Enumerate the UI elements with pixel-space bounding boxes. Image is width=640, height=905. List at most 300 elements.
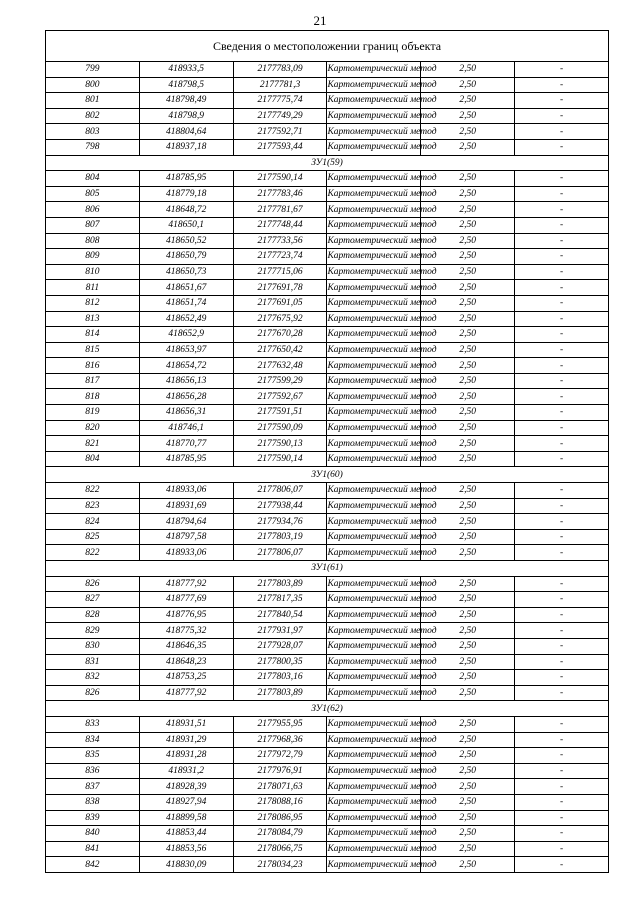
note-cell: - (515, 779, 609, 795)
x-coordinate-cell: 418804,64 (139, 124, 233, 140)
y-coordinate-cell: 2178034,23 (233, 857, 327, 873)
section-label: ЗУ1(59) (46, 155, 609, 171)
note-cell: - (515, 405, 609, 421)
method-cell: Картометрический метод (327, 810, 421, 826)
accuracy-cell: 2,50 (421, 93, 515, 109)
method-cell: Картометрический метод (327, 779, 421, 795)
accuracy-cell: 2,50 (421, 311, 515, 327)
y-coordinate-cell: 2177591,51 (233, 405, 327, 421)
point-number-cell: 819 (46, 405, 140, 421)
method-cell: Картометрический метод (327, 794, 421, 810)
point-number-cell: 800 (46, 77, 140, 93)
method-cell: Картометрический метод (327, 264, 421, 280)
table-row (46, 342, 609, 358)
x-coordinate-cell: 418656,28 (139, 389, 233, 405)
table-row (46, 295, 609, 311)
table-row (46, 451, 609, 467)
point-number-cell: 826 (46, 685, 140, 701)
y-coordinate-cell: 2178088,16 (233, 794, 327, 810)
x-coordinate-cell: 418798,5 (139, 77, 233, 93)
accuracy-cell: 2,50 (421, 389, 515, 405)
table-row (46, 420, 609, 436)
y-coordinate-cell: 2177592,71 (233, 124, 327, 140)
y-coordinate-cell: 2177748,44 (233, 217, 327, 233)
x-coordinate-cell: 418798,49 (139, 93, 233, 109)
accuracy-cell: 2,50 (421, 186, 515, 202)
y-coordinate-cell: 2177934,76 (233, 514, 327, 530)
table-row (46, 93, 609, 109)
note-cell: - (515, 373, 609, 389)
x-coordinate-cell: 418646,35 (139, 638, 233, 654)
note-cell: - (515, 217, 609, 233)
accuracy-cell: 2,50 (421, 654, 515, 670)
point-number-cell: 818 (46, 389, 140, 405)
accuracy-cell: 2,50 (421, 545, 515, 561)
method-cell: Картометрический метод (327, 358, 421, 374)
accuracy-cell: 2,50 (421, 373, 515, 389)
x-coordinate-cell: 418931,28 (139, 748, 233, 764)
y-coordinate-cell: 2177593,44 (233, 139, 327, 155)
accuracy-cell: 2,50 (421, 857, 515, 873)
point-number-cell: 799 (46, 62, 140, 78)
table-row (46, 124, 609, 140)
x-coordinate-cell: 418798,9 (139, 108, 233, 124)
x-coordinate-cell: 418937,18 (139, 139, 233, 155)
method-cell: Картометрический метод (327, 342, 421, 358)
point-number-cell: 814 (46, 327, 140, 343)
table-row (46, 607, 609, 623)
y-coordinate-cell: 2177803,19 (233, 529, 327, 545)
table-row (46, 217, 609, 233)
note-cell: - (515, 529, 609, 545)
x-coordinate-cell: 418656,13 (139, 373, 233, 389)
accuracy-cell: 2,50 (421, 108, 515, 124)
x-coordinate-cell: 418653,97 (139, 342, 233, 358)
method-cell: Картометрический метод (327, 171, 421, 187)
method-cell: Картометрический метод (327, 249, 421, 265)
x-coordinate-cell: 418933,06 (139, 545, 233, 561)
x-coordinate-cell: 418648,72 (139, 202, 233, 218)
accuracy-cell: 2,50 (421, 623, 515, 639)
x-coordinate-cell: 418777,69 (139, 592, 233, 608)
method-cell: Картометрический метод (327, 436, 421, 452)
table-row (46, 514, 609, 530)
method-cell: Картометрический метод (327, 763, 421, 779)
point-number-cell: 815 (46, 342, 140, 358)
y-coordinate-cell: 2177806,07 (233, 545, 327, 561)
y-coordinate-cell: 2177806,07 (233, 483, 327, 499)
x-coordinate-cell: 418648,23 (139, 654, 233, 670)
accuracy-cell: 2,50 (421, 280, 515, 296)
x-coordinate-cell: 418927,94 (139, 794, 233, 810)
method-cell: Картометрический метод (327, 77, 421, 93)
section-label: ЗУ1(60) (46, 467, 609, 483)
note-cell: - (515, 841, 609, 857)
point-number-cell: 831 (46, 654, 140, 670)
table-row (46, 358, 609, 374)
method-cell: Картометрический метод (327, 420, 421, 436)
y-coordinate-cell: 2177670,28 (233, 327, 327, 343)
note-cell: - (515, 638, 609, 654)
point-number-cell: 801 (46, 93, 140, 109)
accuracy-cell: 2,50 (421, 405, 515, 421)
table-row (46, 716, 609, 732)
method-cell: Картометрический метод (327, 826, 421, 842)
x-coordinate-cell: 418931,2 (139, 763, 233, 779)
x-coordinate-cell: 418928,39 (139, 779, 233, 795)
x-coordinate-cell: 418933,06 (139, 483, 233, 499)
accuracy-cell: 2,50 (421, 810, 515, 826)
method-cell: Картометрический метод (327, 841, 421, 857)
table-row (46, 327, 609, 343)
table-row (46, 77, 609, 93)
x-coordinate-cell: 418656,31 (139, 405, 233, 421)
accuracy-cell: 2,50 (421, 514, 515, 530)
x-coordinate-cell: 418777,92 (139, 576, 233, 592)
method-cell: Картометрический метод (327, 295, 421, 311)
table-title: Сведения о местоположении границ объекта (46, 31, 609, 62)
x-coordinate-cell: 418651,67 (139, 280, 233, 296)
note-cell: - (515, 451, 609, 467)
x-coordinate-cell: 418652,9 (139, 327, 233, 343)
method-cell: Картометрический метод (327, 233, 421, 249)
table-row (46, 311, 609, 327)
y-coordinate-cell: 2177968,36 (233, 732, 327, 748)
y-coordinate-cell: 2178066,75 (233, 841, 327, 857)
note-cell: - (515, 186, 609, 202)
note-cell: - (515, 483, 609, 499)
table-row (46, 592, 609, 608)
point-number-cell: 821 (46, 436, 140, 452)
accuracy-cell: 2,50 (421, 327, 515, 343)
y-coordinate-cell: 2177590,13 (233, 436, 327, 452)
table-row (46, 841, 609, 857)
y-coordinate-cell: 2177955,95 (233, 716, 327, 732)
x-coordinate-cell: 418650,52 (139, 233, 233, 249)
note-cell: - (515, 327, 609, 343)
y-coordinate-cell: 2178071,63 (233, 779, 327, 795)
y-coordinate-cell: 2177817,35 (233, 592, 327, 608)
accuracy-cell: 2,50 (421, 763, 515, 779)
x-coordinate-cell: 418746,1 (139, 420, 233, 436)
y-coordinate-cell: 2177675,92 (233, 311, 327, 327)
accuracy-cell: 2,50 (421, 264, 515, 280)
table-title-row (46, 31, 609, 62)
note-cell: - (515, 108, 609, 124)
method-cell: Картометрический метод (327, 217, 421, 233)
x-coordinate-cell: 418776,95 (139, 607, 233, 623)
point-number-cell: 836 (46, 763, 140, 779)
point-number-cell: 798 (46, 139, 140, 155)
accuracy-cell: 2,50 (421, 716, 515, 732)
x-coordinate-cell: 418770,77 (139, 436, 233, 452)
accuracy-cell: 2,50 (421, 748, 515, 764)
method-cell: Картометрический метод (327, 748, 421, 764)
x-coordinate-cell: 418899,58 (139, 810, 233, 826)
table-row (46, 186, 609, 202)
table-row (46, 62, 609, 78)
note-cell: - (515, 93, 609, 109)
x-coordinate-cell: 418779,18 (139, 186, 233, 202)
method-cell: Картометрический метод (327, 139, 421, 155)
note-cell: - (515, 748, 609, 764)
section-row (46, 467, 609, 483)
table-row (46, 483, 609, 499)
y-coordinate-cell: 2177749,29 (233, 108, 327, 124)
x-coordinate-cell: 418650,79 (139, 249, 233, 265)
section-row (46, 561, 609, 577)
method-cell: Картометрический метод (327, 685, 421, 701)
method-cell: Картометрический метод (327, 670, 421, 686)
x-coordinate-cell: 418652,49 (139, 311, 233, 327)
x-coordinate-cell: 418775,32 (139, 623, 233, 639)
x-coordinate-cell: 418785,95 (139, 451, 233, 467)
method-cell: Картометрический метод (327, 451, 421, 467)
method-cell: Картометрический метод (327, 311, 421, 327)
note-cell: - (515, 311, 609, 327)
y-coordinate-cell: 2177803,16 (233, 670, 327, 686)
y-coordinate-cell: 2177733,56 (233, 233, 327, 249)
note-cell: - (515, 654, 609, 670)
y-coordinate-cell: 2178086,95 (233, 810, 327, 826)
method-cell: Картометрический метод (327, 483, 421, 499)
method-cell: Картометрический метод (327, 202, 421, 218)
note-cell: - (515, 794, 609, 810)
table-row (46, 202, 609, 218)
table-row (46, 857, 609, 873)
note-cell: - (515, 124, 609, 140)
table-row (46, 545, 609, 561)
point-number-cell: 828 (46, 607, 140, 623)
y-coordinate-cell: 2177781,67 (233, 202, 327, 218)
table-row (46, 373, 609, 389)
note-cell: - (515, 342, 609, 358)
accuracy-cell: 2,50 (421, 638, 515, 654)
point-number-cell: 834 (46, 732, 140, 748)
point-number-cell: 804 (46, 451, 140, 467)
point-number-cell: 807 (46, 217, 140, 233)
accuracy-cell: 2,50 (421, 202, 515, 218)
point-number-cell: 809 (46, 249, 140, 265)
accuracy-cell: 2,50 (421, 794, 515, 810)
y-coordinate-cell: 2177599,29 (233, 373, 327, 389)
note-cell: - (515, 420, 609, 436)
y-coordinate-cell: 2177715,06 (233, 264, 327, 280)
y-coordinate-cell: 2177976,91 (233, 763, 327, 779)
note-cell: - (515, 358, 609, 374)
point-number-cell: 816 (46, 358, 140, 374)
method-cell: Картометрический метод (327, 857, 421, 873)
note-cell: - (515, 280, 609, 296)
note-cell: - (515, 171, 609, 187)
y-coordinate-cell: 2177783,09 (233, 62, 327, 78)
table-row (46, 264, 609, 280)
accuracy-cell: 2,50 (421, 779, 515, 795)
point-number-cell: 810 (46, 264, 140, 280)
point-number-cell: 830 (46, 638, 140, 654)
page-number: 21 (313, 13, 327, 28)
x-coordinate-cell: 418777,92 (139, 685, 233, 701)
accuracy-cell: 2,50 (421, 217, 515, 233)
table-row (46, 810, 609, 826)
x-coordinate-cell: 418933,5 (139, 62, 233, 78)
point-number-cell: 838 (46, 794, 140, 810)
x-coordinate-cell: 418654,72 (139, 358, 233, 374)
section-label: ЗУ1(62) (46, 701, 609, 717)
y-coordinate-cell: 2177590,14 (233, 171, 327, 187)
point-number-cell: 835 (46, 748, 140, 764)
y-coordinate-cell: 2177650,42 (233, 342, 327, 358)
y-coordinate-cell: 2177723,74 (233, 249, 327, 265)
method-cell: Картометрический метод (327, 93, 421, 109)
point-number-cell: 829 (46, 623, 140, 639)
point-number-cell: 826 (46, 576, 140, 592)
method-cell: Картометрический метод (327, 62, 421, 78)
table-row (46, 405, 609, 421)
table-row (46, 763, 609, 779)
table-row (46, 794, 609, 810)
method-cell: Картометрический метод (327, 592, 421, 608)
section-row (46, 155, 609, 171)
accuracy-cell: 2,50 (421, 358, 515, 374)
point-number-cell: 817 (46, 373, 140, 389)
method-cell: Картометрический метод (327, 623, 421, 639)
y-coordinate-cell: 2177781,3 (233, 77, 327, 93)
point-number-cell: 803 (46, 124, 140, 140)
method-cell: Картометрический метод (327, 389, 421, 405)
accuracy-cell: 2,50 (421, 420, 515, 436)
note-cell: - (515, 436, 609, 452)
point-number-cell: 842 (46, 857, 140, 873)
table-row (46, 638, 609, 654)
method-cell: Картометрический метод (327, 405, 421, 421)
accuracy-cell: 2,50 (421, 451, 515, 467)
table-row (46, 732, 609, 748)
point-number-cell: 804 (46, 171, 140, 187)
table-row (46, 670, 609, 686)
table-row (46, 280, 609, 296)
accuracy-cell: 2,50 (421, 670, 515, 686)
boundary-coordinates-table (45, 30, 609, 873)
y-coordinate-cell: 2177803,89 (233, 685, 327, 701)
y-coordinate-cell: 2177691,05 (233, 295, 327, 311)
section-label: ЗУ1(61) (46, 561, 609, 577)
table-row (46, 529, 609, 545)
y-coordinate-cell: 2177590,14 (233, 451, 327, 467)
table-row (46, 108, 609, 124)
point-number-cell: 811 (46, 280, 140, 296)
accuracy-cell: 2,50 (421, 139, 515, 155)
note-cell: - (515, 810, 609, 826)
accuracy-cell: 2,50 (421, 124, 515, 140)
x-coordinate-cell: 418853,56 (139, 841, 233, 857)
accuracy-cell: 2,50 (421, 77, 515, 93)
note-cell: - (515, 607, 609, 623)
y-coordinate-cell: 2177800,35 (233, 654, 327, 670)
accuracy-cell: 2,50 (421, 483, 515, 499)
point-number-cell: 806 (46, 202, 140, 218)
method-cell: Картометрический метод (327, 186, 421, 202)
note-cell: - (515, 233, 609, 249)
note-cell: - (515, 545, 609, 561)
method-cell: Картометрический метод (327, 529, 421, 545)
y-coordinate-cell: 2177632,48 (233, 358, 327, 374)
point-number-cell: 812 (46, 295, 140, 311)
point-number-cell: 837 (46, 779, 140, 795)
note-cell: - (515, 62, 609, 78)
point-number-cell: 808 (46, 233, 140, 249)
note-cell: - (515, 249, 609, 265)
note-cell: - (515, 763, 609, 779)
table-row (46, 685, 609, 701)
method-cell: Картометрический метод (327, 108, 421, 124)
y-coordinate-cell: 2177938,44 (233, 498, 327, 514)
accuracy-cell: 2,50 (421, 529, 515, 545)
note-cell: - (515, 139, 609, 155)
point-number-cell: 841 (46, 841, 140, 857)
point-number-cell: 822 (46, 545, 140, 561)
method-cell: Картометрический метод (327, 607, 421, 623)
note-cell: - (515, 670, 609, 686)
point-number-cell: 805 (46, 186, 140, 202)
table-row (46, 623, 609, 639)
point-number-cell: 820 (46, 420, 140, 436)
table-row (46, 233, 609, 249)
y-coordinate-cell: 2177928,07 (233, 638, 327, 654)
y-coordinate-cell: 2177840,54 (233, 607, 327, 623)
x-coordinate-cell: 418830,09 (139, 857, 233, 873)
accuracy-cell: 2,50 (421, 295, 515, 311)
point-number-cell: 840 (46, 826, 140, 842)
table-row (46, 436, 609, 452)
note-cell: - (515, 857, 609, 873)
point-number-cell: 825 (46, 529, 140, 545)
accuracy-cell: 2,50 (421, 498, 515, 514)
method-cell: Картометрический метод (327, 373, 421, 389)
accuracy-cell: 2,50 (421, 841, 515, 857)
y-coordinate-cell: 2177931,97 (233, 623, 327, 639)
accuracy-cell: 2,50 (421, 62, 515, 78)
method-cell: Картометрический метод (327, 514, 421, 530)
table-row (46, 779, 609, 795)
y-coordinate-cell: 2177972,79 (233, 748, 327, 764)
note-cell: - (515, 716, 609, 732)
method-cell: Картометрический метод (327, 327, 421, 343)
x-coordinate-cell: 418650,73 (139, 264, 233, 280)
point-number-cell: 827 (46, 592, 140, 608)
x-coordinate-cell: 418785,95 (139, 171, 233, 187)
x-coordinate-cell: 418650,1 (139, 217, 233, 233)
note-cell: - (515, 264, 609, 280)
x-coordinate-cell: 418931,29 (139, 732, 233, 748)
method-cell: Картометрический метод (327, 545, 421, 561)
method-cell: Картометрический метод (327, 498, 421, 514)
x-coordinate-cell: 418931,69 (139, 498, 233, 514)
method-cell: Картометрический метод (327, 716, 421, 732)
y-coordinate-cell: 2177590,09 (233, 420, 327, 436)
method-cell: Картометрический метод (327, 280, 421, 296)
method-cell: Картометрический метод (327, 654, 421, 670)
table-row (46, 139, 609, 155)
y-coordinate-cell: 2178084,79 (233, 826, 327, 842)
accuracy-cell: 2,50 (421, 249, 515, 265)
note-cell: - (515, 592, 609, 608)
point-number-cell: 824 (46, 514, 140, 530)
point-number-cell: 839 (46, 810, 140, 826)
note-cell: - (515, 514, 609, 530)
note-cell: - (515, 498, 609, 514)
y-coordinate-cell: 2177783,46 (233, 186, 327, 202)
